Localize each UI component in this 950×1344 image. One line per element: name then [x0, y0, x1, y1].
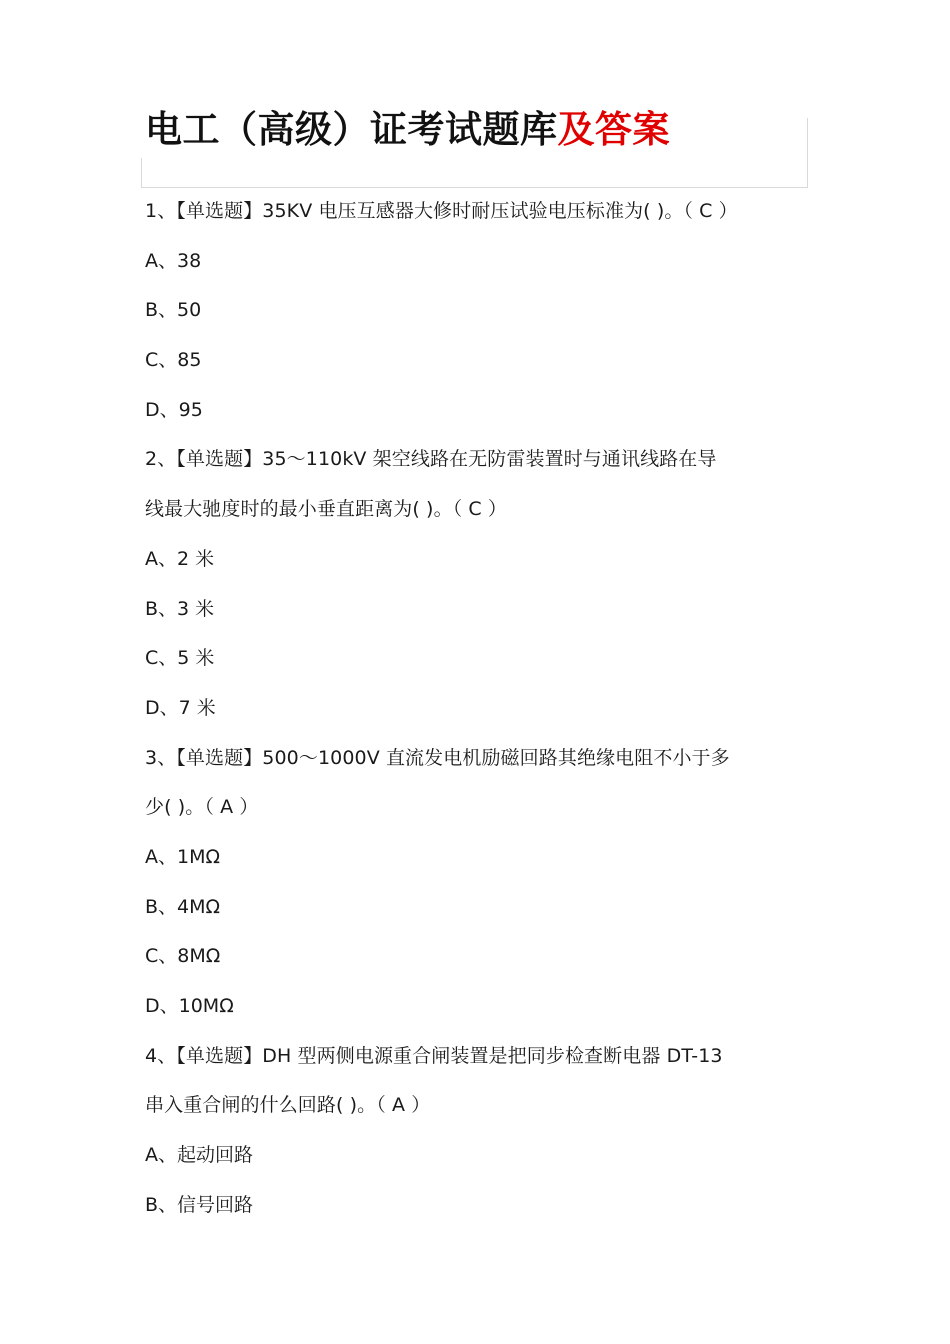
question-1-option-d: D、95 — [145, 398, 203, 421]
title-accent: 及答案 — [557, 108, 670, 151]
question-4 — [145, 1032, 815, 1231]
question-3-option-a: A、1MΩ — [145, 845, 220, 868]
question-2-text-line-1: 2、【单选题】35～110kV 架空线路在无防雷装置时与通讯线路在导 — [145, 448, 717, 471]
question-3-option-b: B、4MΩ — [145, 895, 221, 918]
question-2 — [145, 435, 815, 733]
question-3-option-c: C、8MΩ — [145, 945, 221, 968]
question-list — [145, 187, 815, 1230]
question-1-option-c: C、85 — [145, 349, 202, 372]
question-1-option-a: A、38 — [145, 249, 202, 272]
question-1-text-line-1: 1、【单选题】35KV 电压互感器大修时耐压试验电压标准为( )。（ C ） — [145, 200, 738, 222]
question-2-text-line-2: 线最大驰度时的最小垂直距离为( )。（ C ） — [145, 498, 508, 521]
question-3-text-line-1: 3、【单选题】500～1000V 直流发电机励磁回路其绝缘电阻不小于多 — [145, 746, 730, 769]
question-2-option-d: D、7 米 — [145, 696, 216, 719]
question-3-option-d: D、10MΩ — [145, 995, 234, 1017]
title-main: 电工（高级）证考试题库 — [145, 108, 558, 151]
question-1 — [145, 187, 815, 435]
question-4-option-b: B、信号回路 — [145, 1193, 254, 1216]
question-4-text-line-1: 4、【单选题】DH 型两侧电源重合闸装置是把同步检查断电器 DT-13 — [145, 1044, 723, 1067]
question-3-text-line-2: 少( )。（ A ） — [145, 796, 259, 819]
question-2-option-a: A、2 米 — [145, 547, 215, 570]
question-3 — [145, 734, 815, 1032]
question-4-text-line-2: 串入重合闸的什么回路( )。（ A ） — [145, 1094, 431, 1117]
question-1-option-b: B、50 — [145, 299, 202, 322]
question-2-option-b: B、3 米 — [145, 597, 215, 620]
question-2-option-c: C、5 米 — [145, 647, 215, 670]
page-title — [145, 104, 670, 156]
question-4-option-a: A、起动回路 — [145, 1144, 253, 1167]
